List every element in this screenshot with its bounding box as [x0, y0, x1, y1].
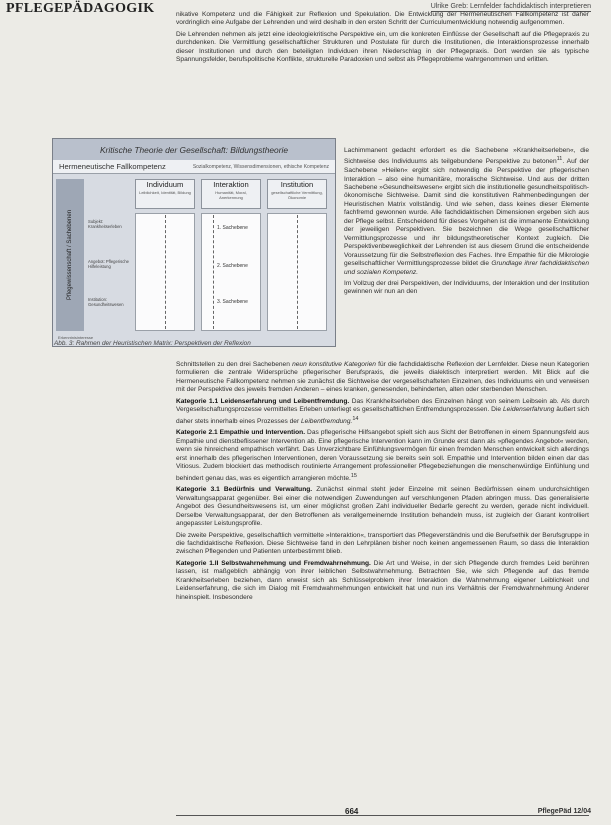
- column-head-individuum: [135, 179, 195, 209]
- column-head-institution: [267, 179, 327, 209]
- paragraph: Kategorie 3.1 Bedürfnis und Verwaltung. Zunächst einmal steht jeder Einzelne mit seinen Bedürfnissen einem undurchsichtigen Verwaltungsapparat gegenüber. Bei einer die notwendigen Zuwendungen auf verschlungenen Pfaden abringen muss. Das generalisierte Angebot des Gesundheitswesens ist, um einer möglichst großen Zahl individueller Bedarfe gerecht zu werden, gerade nicht individuell. Derselbe Verwaltungsapparat, der den Betroffenen als verallgemeinernde Institution behandeln muss, ist zugleich der Garant kontrolliert angepasster Leistungsprofile.: [176, 486, 589, 528]
- hermeneutic-label: Hermeneutische Fallkompetenz: [59, 162, 166, 171]
- right-text-column: [344, 147, 589, 300]
- row-label: Institution: Gesundheitswesen: [88, 297, 124, 307]
- full-width-text-column: [176, 361, 589, 605]
- row-label: Angebot: Pflegerische Hilfeleistung: [88, 259, 129, 269]
- heuristic-matrix-figure: [52, 138, 336, 347]
- column-head-sub: Leiblichkeit, Identität, Bildung: [139, 190, 191, 195]
- column-head-title: Institution: [280, 180, 314, 189]
- figure-row-labels: [88, 179, 132, 331]
- paragraph: Kategorie 1.1 Leidenserfahrung und Leibentfremdung. Das Krankheitserleben des Einzelnen hängt von seinem Leibsein ab. Als durch Vergesellschaftungsprozesse vermitteltes Erleben unterliegt es gesellschaftlichen Entfremdungsprozessen. Die Leidenserfahrung äußert sich daher stets innerhalb eines Prozesses der Leibentfremdung.$^{14}$: [176, 397, 590, 425]
- figure-hermeneutic-band: [53, 160, 335, 174]
- hermeneutic-right-label: Sozialkompetenz, Wissensdimensionen, ethische Kompetenz: [192, 164, 329, 170]
- figure-title: Kritische Theorie der Gesellschaft: Bildungstheorie: [53, 139, 335, 160]
- paragraph: Die zweite Perspektive, gesellschaftlich vermittelte »Interaktion«, transportiert das Pflegeverständnis und die Berufsethik der Berufsgruppe in die fachdidaktische Reflexion. Diese Sichtweise fand in den Lehrplänen bisher noch keinen angemessenen Raum, so dass die Interaktion zwischen Pflegenden und Patienten unterbestimmt blieb.: [176, 531, 589, 556]
- column-head-interaktion: [201, 179, 261, 209]
- figure-vertical-band: [56, 179, 84, 331]
- column-head-title: Interaktion: [213, 180, 249, 189]
- column-head-sub: Humanität, Moral, Anerkennung: [215, 190, 247, 200]
- cell-label: 1. Sachebene: [217, 225, 248, 231]
- paragraph: Die Lehrenden nehmen als jetzt eine ideologiekritische Perspektive ein, um die konkreten Einflüsse der Gesellschaft auf die Pflegepraxis zu durchdenken. Die Vermittlung gesellschaftlicher Strukturen und Postulate für durch die Institutionen, die Interaktionsprozesse innerhalb dieser Institutionen und durch den beteiligten Individuen ihren Niederschlag in der Pflegepraxis. Dort werden sie als typische Spannungsfelder, berufspolitische Konflikte, strukturelle Paradoxien und selbst als Pflegeprobleme wahrgenommen und erlitten.: [176, 30, 589, 64]
- paragraph: Schnittstellen zu den drei Sachebenen neun konstitutive Kategorien für die fachdidaktische Reflexion der Lernfelder. Diese neun Kategorien formulieren die zentrale Widersprüche pflegerischer Berufspraxis, die jeweils dialektisch interpretiert werden. Mit Blick auf die Hermeneutische Fallkompetenz nehmen sie zunächst die Sichtweise der vergesellschafteten Einzelnen, des Individuums ein und verweisen mit der Perspektive des jeweils fremden Anderen – eines kranken, genesenden, behinderten, alten oder sterbenden Menschen.: [176, 361, 590, 394]
- vertical-label: Pflegewissenschaft / Sachebenen: [67, 209, 73, 301]
- footer-rule: [176, 815, 589, 816]
- dashed-line: [213, 215, 214, 329]
- figure-bottom-label: Erkenntnisinteresse: [58, 335, 94, 340]
- paragraph: Im Vollzug der drei Perspektiven, der Individuums, der Interaktion und der Institution gewinnen wir nun an den: [344, 279, 589, 296]
- column-head-title: Individuum: [146, 180, 184, 189]
- journal-masthead: PFLEGEPÄDAGOGIK: [6, 1, 155, 16]
- page-number: 664: [345, 807, 359, 816]
- paragraph: Kategorie 1.II Selbstwahrnehmung und Fremdwahrnehmung. Die Art und Weise, in der sich Pflegende durch fremdes Leid berühren lassen, ist maßgeblich abhängig von ihrer leiblichen Selbstwahrnehmung. Betrachten Sie, wie sich Pflegende auf das fremde Krankheitserleben beziehen, dann erweist sich als Schlüsselproblem ihrer Interaktion die Wahrnehmung eigener Leiblichkeit und Leidenserfahrung, die sich im Dialog mit Fremdwahrnehmungen entwickelt hat und nun ins Verhältnis der Fremdwahrnehmung Anderer hineinspielt. Insbesondere: [176, 559, 590, 601]
- figure-caption: Abb. 3: Rahmen der Heuristischen Matrix: Perspektiven der Reflexion: [54, 340, 251, 347]
- paragraph: Kategorie 2.1 Empathie und Intervention. Das pflegerische Hilfsangebot spielt sich aus Sicht der Betroffenen in einem Spannungsfeld aus Empathie und dienstbeflissener Intervention ab. Eine pflegerische Intervention kann im Grunde erst dann als »pflegendes Angebot« werden, wenn sie hinreichend empathisch verfährt. Das Unverzichtbare Einfühlungsvermögen für einen fremden Menschen entwickelt sich allerdings erst innerhalb des pflegerischen Interventionen, deren Voraussetzung sie bereits sein soll. Empathie und Intervention bilden einen dar das Vitiosus. Zudem blockiert das methodisch routinierte Arrangement professioneller Pflegebeziehungen die menschenwürdige Einfühlung und behindert genau das, was es eigentlich arrangieren möchte.$^{15}$: [176, 429, 589, 482]
- row-label: Subjekt: Krankheitserleben: [88, 219, 122, 229]
- cell-label: 3. Sachebene: [217, 299, 248, 305]
- column-head-sub: gesellschaftliche Vermittlung, Ökonomie: [271, 190, 323, 200]
- issue-label: PflegePäd 12/04: [537, 808, 591, 815]
- top-text-column: [176, 11, 589, 68]
- paragraph: nikative Kompetenz und die Fähigkeit zur Reflexion und Spekulation. Die Entwicklung der Hermeneutischen Fallkompetenz ist daher vordringlich eine Aufgabe der Lehrenden und wird deshalb in den ersten Schritt der Curriculumentwicklung notwendig aufgenommen.: [176, 11, 589, 27]
- cell-label: 2. Sachebene: [217, 263, 248, 269]
- dashed-line: [297, 215, 298, 329]
- paragraph: Lachimmanent gedacht erfordert es die Sachebene »Krankheitserleben«, die Sichtweise des Individuums als teilgebundene Perspektive zu betonen$^{11}$. Auf der Sachebene »Heilen« ergibt sich notwendig die Perspektive der pflegerischen Interaktion – also eine humanitäre, moralische Sichtweise. Und aus der dritten Sachebene »Gesundheitswesen« ergibt sich die institutionelle gesundheitspolitisch-ökonomische Sichtweise. Damit sind die konstitutiven Rahmenbedingungen der Heuristischen Matrix vollständig. Und wie sehen, dass keines dieser Elemente fachfremd gewonnen wurde. Alle fachdidaktischen Dimensionen ergeben sich aus der Pflege selbst. Entscheidend für dieses Vorgehen ist die immanente Entwicklung der jeweiligen Perspektiven. Sie bezeichnen die Wege gesellschaftlicher Vermittlungsprozesse und ihr bildungstheoretischer Kontext zugleich. Die Perspektivenbeweglichkeit der Lehrenden ist aus diesem Grund die entscheidende Voraussetzung für die Selbstreflexion des Faches. Ihre Empathie für die Mikrologie gesellschaftlicher Vermittlungsprozesse bildet die Grundlage ihrer fachdidaktischen und sozialen Kompetenz.: [344, 147, 589, 276]
- running-head: Ulrike Greb: Lernfelder fachdidaktisch interpretieren: [430, 3, 591, 10]
- dashed-line: [165, 215, 166, 329]
